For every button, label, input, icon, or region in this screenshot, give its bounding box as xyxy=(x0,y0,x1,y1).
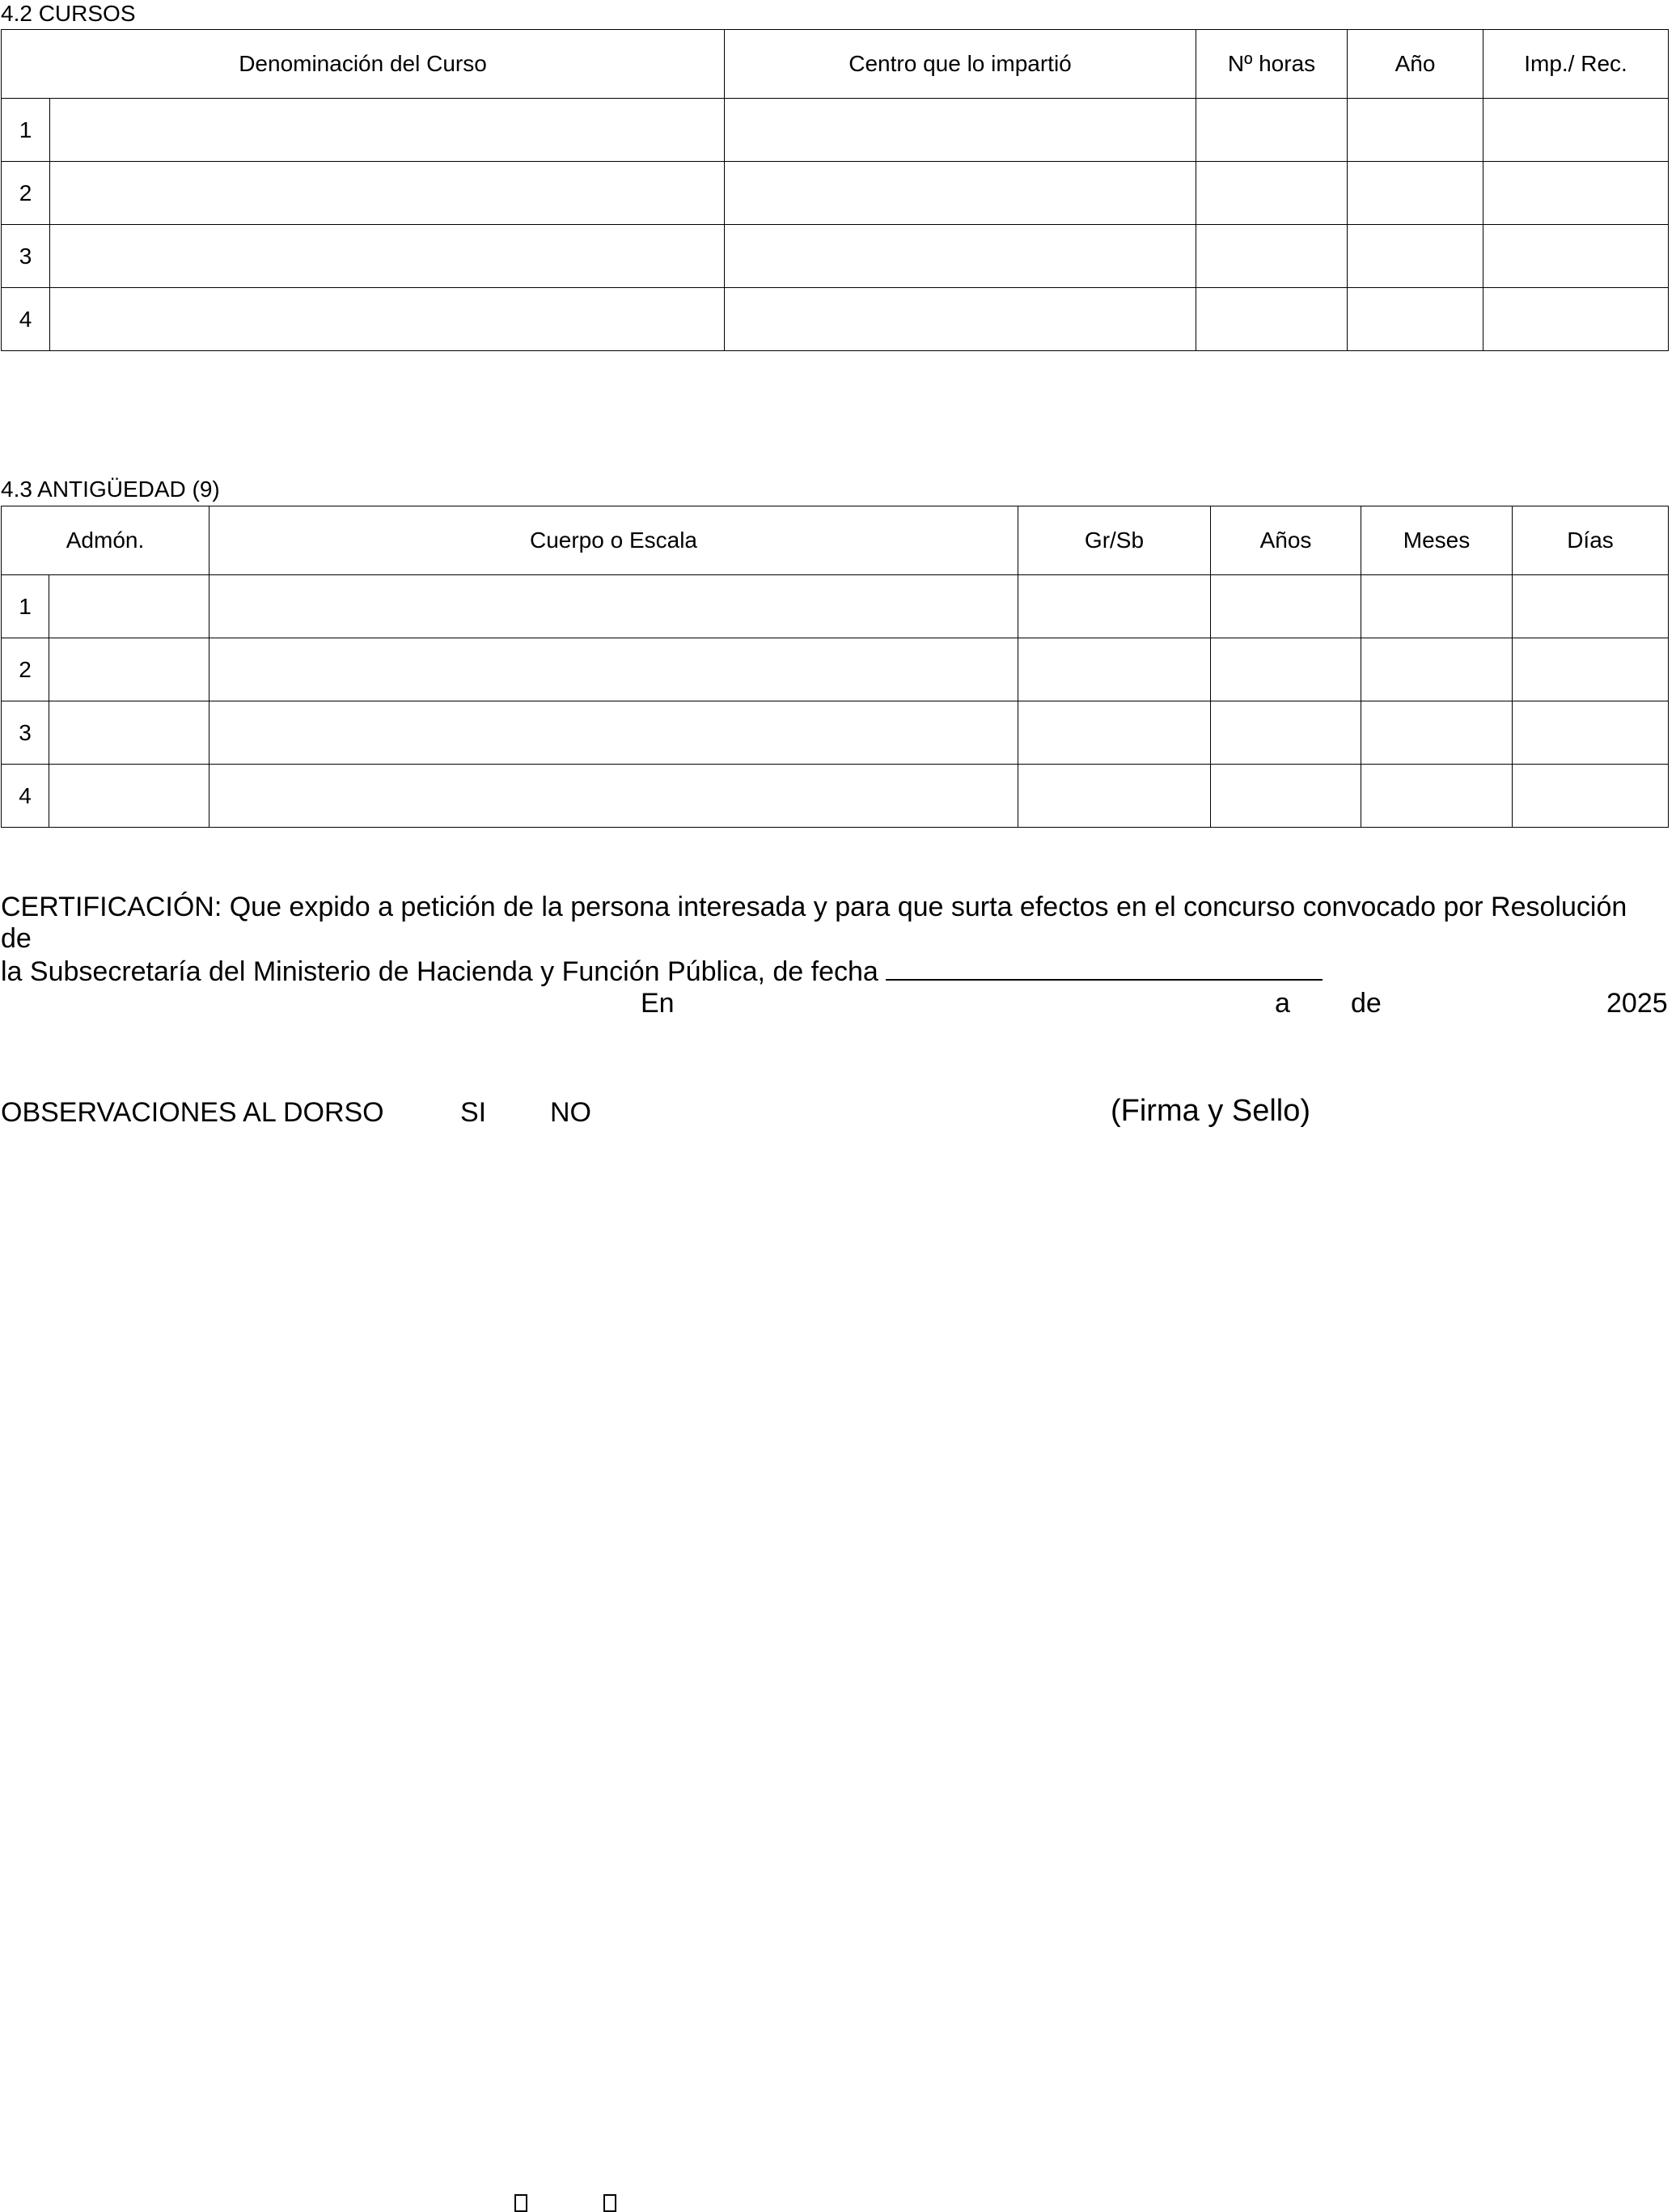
table-row xyxy=(2,638,1669,701)
row-number: 3 xyxy=(2,701,49,765)
fecha-blank-line[interactable] xyxy=(886,955,1323,981)
cell-dias[interactable] xyxy=(1513,638,1669,701)
checkbox-icon xyxy=(514,2194,527,2212)
cell-denominacion[interactable] xyxy=(50,99,725,162)
cell-imp-rec[interactable] xyxy=(1483,99,1669,162)
cursos-header-row xyxy=(2,30,1669,99)
cursos-table xyxy=(1,29,1669,351)
row-number: 2 xyxy=(2,162,50,225)
cell-horas[interactable] xyxy=(1196,162,1348,225)
certificacion-line-1: CERTIFICACIÓN: Que expido a petición de la persona interesada y para que surta efectos en el concurso convocado por Resolución de xyxy=(1,892,1627,954)
row-number: 3 xyxy=(2,225,50,288)
certificacion-line-2 xyxy=(1,955,1659,988)
cell-cuerpo-escala[interactable] xyxy=(210,638,1018,701)
fecha-year: 2025 xyxy=(1606,988,1668,1019)
cell-admon[interactable] xyxy=(49,575,210,638)
cell-ano[interactable] xyxy=(1348,288,1483,351)
certificacion-text xyxy=(1,892,1659,988)
header-meses: Meses xyxy=(1361,506,1513,575)
fecha-en-label: En xyxy=(641,988,675,1019)
header-admon: Admón. xyxy=(2,506,210,575)
section-title-cursos: 4.2 CURSOS xyxy=(1,1,136,26)
cell-dias[interactable] xyxy=(1513,765,1669,828)
cell-anos[interactable] xyxy=(1211,765,1361,828)
row-number: 2 xyxy=(2,638,49,701)
row-number: 4 xyxy=(2,765,49,828)
cell-cuerpo-escala[interactable] xyxy=(210,701,1018,765)
row-number: 1 xyxy=(2,99,50,162)
cell-imp-rec[interactable] xyxy=(1483,225,1669,288)
row-number: 4 xyxy=(2,288,50,351)
certificacion-line-2-text: la Subsecretaría del Ministerio de Hacienda y Función Pública, de fecha xyxy=(1,956,878,987)
cell-ano[interactable] xyxy=(1348,99,1483,162)
antiguedad-table xyxy=(1,506,1669,828)
checkbox-icon xyxy=(603,2194,616,2212)
header-horas: Nº horas xyxy=(1196,30,1348,99)
antiguedad-header-row xyxy=(2,506,1669,575)
table-row xyxy=(2,288,1669,351)
cell-admon[interactable] xyxy=(49,765,210,828)
header-centro: Centro que lo impartió xyxy=(725,30,1196,99)
cell-meses[interactable] xyxy=(1361,575,1513,638)
fecha-a-label: a xyxy=(1275,988,1290,1019)
header-gr-sb: Gr/Sb xyxy=(1018,506,1211,575)
cell-meses[interactable] xyxy=(1361,638,1513,701)
cell-gr-sb[interactable] xyxy=(1018,701,1211,765)
table-row xyxy=(2,701,1669,765)
cell-admon[interactable] xyxy=(49,638,210,701)
header-ano: Año xyxy=(1348,30,1483,99)
cell-centro[interactable] xyxy=(725,225,1196,288)
header-imp-rec: Imp./ Rec. xyxy=(1483,30,1669,99)
no-label: NO xyxy=(550,1097,591,1128)
cell-dias[interactable] xyxy=(1513,701,1669,765)
firma-sello-label: (Firma y Sello) xyxy=(1111,1094,1311,1128)
cell-denominacion[interactable] xyxy=(50,288,725,351)
header-denominacion: Denominación del Curso xyxy=(2,30,725,99)
cell-imp-rec[interactable] xyxy=(1483,162,1669,225)
cell-gr-sb[interactable] xyxy=(1018,575,1211,638)
cell-denominacion[interactable] xyxy=(50,225,725,288)
cell-imp-rec[interactable] xyxy=(1483,288,1669,351)
header-dias: Días xyxy=(1513,506,1669,575)
si-label: SI xyxy=(460,1097,487,1128)
table-row xyxy=(2,225,1669,288)
cell-gr-sb[interactable] xyxy=(1018,765,1211,828)
cell-horas[interactable] xyxy=(1196,225,1348,288)
header-anos: Años xyxy=(1211,506,1361,575)
cell-horas[interactable] xyxy=(1196,99,1348,162)
cell-ano[interactable] xyxy=(1348,162,1483,225)
cell-anos[interactable] xyxy=(1211,575,1361,638)
cell-dias[interactable] xyxy=(1513,575,1669,638)
cell-meses[interactable] xyxy=(1361,765,1513,828)
observaciones-label: OBSERVACIONES AL DORSO xyxy=(1,1097,384,1128)
cell-meses[interactable] xyxy=(1361,701,1513,765)
table-row xyxy=(2,765,1669,828)
cell-anos[interactable] xyxy=(1211,638,1361,701)
cell-cuerpo-escala[interactable] xyxy=(210,575,1018,638)
cell-denominacion[interactable] xyxy=(50,162,725,225)
cell-centro[interactable] xyxy=(725,99,1196,162)
cell-admon[interactable] xyxy=(49,701,210,765)
row-number: 1 xyxy=(2,575,49,638)
header-cuerpo-escala: Cuerpo o Escala xyxy=(210,506,1018,575)
table-row xyxy=(2,162,1669,225)
cell-anos[interactable] xyxy=(1211,701,1361,765)
cell-cuerpo-escala[interactable] xyxy=(210,765,1018,828)
fecha-de-label: de xyxy=(1351,988,1382,1019)
cell-centro[interactable] xyxy=(725,162,1196,225)
cell-gr-sb[interactable] xyxy=(1018,638,1211,701)
cell-horas[interactable] xyxy=(1196,288,1348,351)
table-row xyxy=(2,99,1669,162)
cell-ano[interactable] xyxy=(1348,225,1483,288)
section-title-antiguedad: 4.3 ANTIGÜEDAD (9) xyxy=(1,477,220,502)
table-row xyxy=(2,575,1669,638)
cell-centro[interactable] xyxy=(725,288,1196,351)
